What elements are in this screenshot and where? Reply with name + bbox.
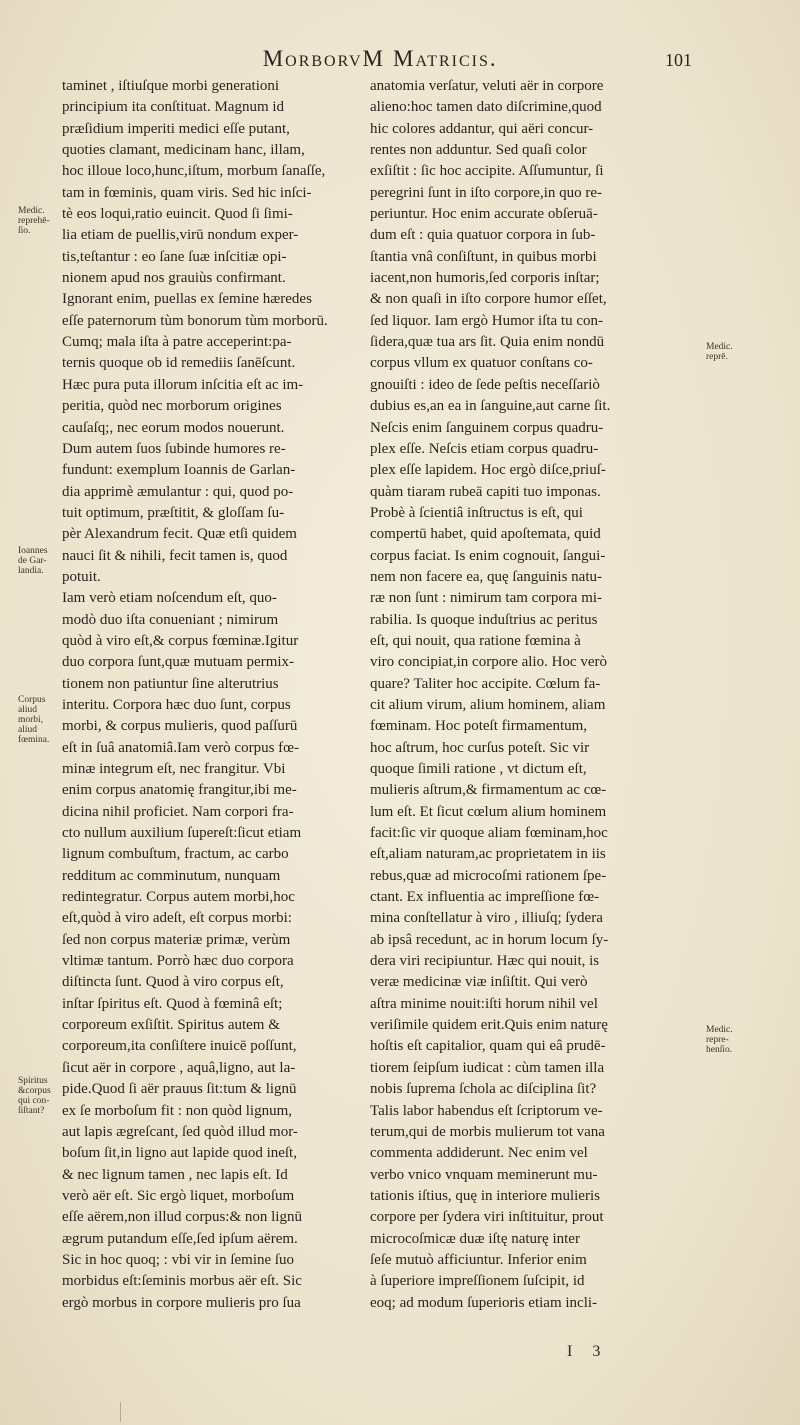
text-line: pèr Alexandrum fecit. Quæ etſi quidem — [62, 526, 297, 543]
text-line: cto nullum auxilium ſupereſt:ſicut etiam — [62, 825, 302, 842]
text-line: fœminam. Hoc poteſt firmamentum, — [370, 718, 588, 735]
text-line: diſtincta ſunt. Quod à viro corpus eſt, — [62, 974, 284, 991]
text-line: pide.Quod ſi aër prauus ſit:tum & lignū — [62, 1081, 297, 1098]
margin-note-corpus: Corpus aliud morbi, aliud fœmina. — [18, 695, 50, 745]
text-line: aut lapis ægreſcant, ſed quòd illud mor- — [62, 1123, 298, 1140]
text-line: morbidus eſt:ſeminis morbus aër eſt. Sic — [62, 1273, 302, 1290]
text-line: dia apprimè æmulantur : qui, quod po- — [62, 483, 294, 500]
text-line: hoc aſtrum, hoc curſus poteſt. Sic vir — [370, 739, 590, 756]
text-line: dum eſt : quia quatuor corpora in ſub- — [370, 227, 596, 244]
margin-note-medic-right-1: Medic. reprē. — [706, 342, 733, 362]
text-line: quoties clamant, medicinam hanc, illam, — [62, 142, 305, 159]
text-line: quòd à viro eſt,& corpus fœminæ.Igitur — [62, 632, 299, 649]
text-line: eoq; ad modum ſuperioris etiam incli- — [370, 1294, 598, 1311]
paper-crease — [120, 1402, 129, 1422]
text-line: ræ non ſunt : nimirum tam corpora mi- — [370, 590, 603, 607]
text-line: nem non facere ea, quę ſanguinis natu- — [370, 568, 602, 585]
text-line: corporeum,ita conſiſtere inuicē poſſunt, — [62, 1038, 297, 1055]
text-line: redditum ac comminutum, nunquam — [62, 867, 281, 884]
margin-note-spiritus: Spiritus &corpus qui con- ſiſtant? — [18, 1076, 51, 1116]
text-line: compertū habet, quid apoſtemata, quid — [370, 526, 601, 543]
text-line: tis,teſtantur : eo ſane ſuæ inſcitiæ opi- — [62, 248, 287, 265]
text-line: Sic in hoc quoq; : vbi vir in ſemine ſuo — [62, 1251, 295, 1268]
text-line: eſt in ſuâ anatomiâ.Iam verò corpus fœ- — [62, 739, 299, 756]
text-line: viro concipiat,in corpore alio. Hoc verò — [370, 654, 607, 671]
running-head-right: Matricis. — [393, 46, 498, 71]
text-line: taminet , iſtiuſque morbi generationi — [62, 78, 280, 94]
text-line: tationis iſtius, quę in interiore mulieris — [370, 1187, 600, 1204]
text-line: boſum ſit,in ligno aut lapide quod ineſt, — [62, 1145, 297, 1162]
text-line: Hæc pura puta illorum inſcitia eſt ac im- — [62, 376, 304, 393]
text-line: ſed liquor. Iam ergò Humor iſta tu con- — [370, 312, 604, 329]
text-line: eſſe aërem,non illud corpus:& non lignū — [62, 1209, 302, 1226]
text-line: lum eſt. Et ſicut cœlum alium hominem — [370, 803, 607, 820]
text-line: lignum combuſtum, fractum, ac carbo — [62, 846, 289, 863]
text-line: quare? Taliter hoc accipite. Cœlum fa- — [370, 675, 601, 692]
text-line: tionem non patiuntur ſine alterutrius — [62, 675, 279, 692]
text-line: ternis quoque ob id remediis ſanēſcunt. — [62, 355, 296, 372]
text-line: nauci ſit & nihili, fecit tamen is, quod — [62, 547, 288, 564]
text-line: ergò morbus in corpore mulieris pro ſua — [62, 1294, 301, 1311]
text-line: corporeum exſiſtit. Spiritus autem & — [62, 1017, 280, 1034]
right-column — [370, 76, 700, 1314]
running-head-left: MorborvM — [262, 46, 385, 71]
text-line: quàm tiaram rubeā capiti tuo imponas. — [370, 483, 601, 500]
text-line: terum,qui de morbis mulierum tot vana — [370, 1123, 605, 1140]
text-line: veræ medicinæ viæ inſiſtit. Qui verò — [370, 974, 588, 991]
margin-note-medic-reprehensio: Medic. reprehē- ſio. — [18, 206, 50, 236]
text-line: rabilia. Is quoque induſtrius ac peritus — [370, 611, 598, 628]
text-line: eſſe paternorum tùm bonorum tùm morborū. — [62, 312, 328, 329]
text-line: ſidera,quæ tua ars ſit. Quia enim nondū — [370, 334, 605, 351]
text-line: redintegratur. Corpus autem morbi,hoc — [62, 889, 295, 906]
text-line: potuit. — [62, 568, 101, 585]
text-line: corpore per ſydera viri inſtituitur, prout — [370, 1209, 604, 1226]
text-line: Neſcis enim ſanguinem corpus quadru- — [370, 419, 604, 436]
text-line: Ignorant enim, puellas ex ſemine hæredes — [62, 291, 312, 308]
text-line: facit:ſic vir quoque aliam fœminam,hoc — [370, 825, 608, 842]
text-line: enim corpus anatomię frangitur,ibi me- — [62, 782, 297, 799]
text-line: rebus,quæ ad microcoſmi rationem ſpe- — [370, 867, 607, 884]
text-line: nionem apud nos grauiùs confirmant. — [62, 270, 286, 287]
text-line: alieno:hoc tamen dato diſcrimine,quod — [370, 99, 602, 116]
text-line: Talis labor habendus eſt ſcriptorum ve- — [370, 1102, 603, 1119]
text-line: hoc illoue loco,hunc,iſtum, morbum ſanaſſe, — [62, 163, 326, 180]
text-line: Dum autem ſuos ſubinde humores re- — [62, 440, 286, 457]
text-line: quoque ſimili ratione , vt dictum eſt, — [370, 761, 587, 777]
text-line: ſtantia vnâ conſiſtunt, in quibus morbi — [370, 248, 597, 265]
text-line: Iam verò etiam noſcendum eſt, quo- — [62, 590, 277, 607]
text-line: verbo vnico vnquam meminerunt mu- — [370, 1166, 598, 1183]
text-line: plex eſſe lapidem. Hoc ergò diſce,priuſ- — [370, 462, 606, 479]
text-line: dicina nihil proficiet. Nam corpori fra- — [62, 803, 294, 820]
text-line: plex eſſe. Neſcis etiam corpus quadru- — [370, 440, 599, 457]
text-line: tuit optimum, præſtitit, & gloſſam ſu- — [62, 504, 285, 521]
text-line: cit alium virum, alium hominem, aliam — [370, 696, 606, 713]
text-line: peregrini ſunt in iſto corpore,in quo re- — [370, 184, 603, 201]
text-line: corpus vllum ex quatuor conſtans co- — [370, 355, 593, 372]
page-number: 101 — [665, 50, 692, 70]
text-line: gnouiſti : ideo de ſede peſtis neceſſariò — [370, 376, 600, 393]
text-line: tam in fœminis, quam viris. Sed hic inſci- — [62, 184, 312, 201]
text-line: ſicut aër in corpore , aquâ,ligno, aut la- — [62, 1059, 296, 1076]
text-line: inſtar ſpiritus eſt. Quod à fœminâ eſt; — [62, 995, 283, 1012]
text-line: Probè à ſcientiâ inſtructus is eſt, qui — [370, 504, 583, 521]
left-column — [62, 76, 392, 1314]
text-line: duo corpora ſunt,quæ mutuam permix- — [62, 654, 295, 671]
text-line: iacent,non humoris,ſed corporis inſtar; — [370, 270, 600, 287]
text-line: ab ipsâ recedunt, ac in horum locum ſy- — [370, 931, 609, 948]
text-line: & non quaſi in iſto corpore humor eſſet, — [370, 291, 607, 308]
text-line: periuntur. Hoc enim accurate obſeruā- — [370, 206, 598, 223]
text-line: minæ integrum eſt, nec frangitur. Vbi — [62, 761, 286, 777]
text-line: interitu. Corpora hæc duo ſunt, corpus — [62, 696, 291, 713]
margin-note-medic-right-2: Medic. repre- henſio. — [706, 1025, 733, 1055]
text-line: & nec lignum tamen , nec lapis eſt. Id — [62, 1166, 288, 1183]
text-line: corpus faciat. Is enim cognouit, ſangui- — [370, 547, 606, 564]
text-line: anatomia verſatur, veluti aër in corpore — [370, 78, 604, 94]
text-line: ctant. Ex influentia ac impreſſione fœ- — [370, 889, 600, 906]
text-line: microcoſmicæ duæ iſtę naturę inter — [370, 1230, 580, 1247]
text-line: morbi, & corpus mulieris, quod paſſurū — [62, 718, 298, 735]
text-line: dubius es,an ea in ſanguine,aut carne ſit. — [370, 398, 611, 415]
text-line: vltimæ tantum. Porrò hæc duo corpora — [62, 953, 294, 970]
text-line: mulieris aſtrum,& firmamentum ac cœ- — [370, 782, 607, 799]
text-line: lia etiam de puellis,virū nondum exper- — [62, 227, 299, 244]
text-line: à ſuperiore impreſſionem ſuſcipit, id — [370, 1273, 585, 1290]
text-line: peritia, quòd nec morborum origines — [62, 398, 282, 415]
text-line: tè eos loqui,ratio euincit. Quod ſi ſimi- — [62, 206, 293, 223]
text-line: hic colores addantur, qui aëri concur- — [370, 120, 594, 137]
signature-mark: I 3 — [567, 1343, 609, 1360]
text-line: commenta addiderunt. Nec enim vel — [370, 1145, 588, 1162]
text-line: veriſimile quidem erit.Quis enim naturę — [370, 1017, 608, 1034]
text-line: mina conſtellatur à viro , illiuſq; ſydera — [370, 910, 603, 927]
text-line: eſt,quòd à viro adeſt, eſt corpus morbi: — [62, 910, 292, 927]
text-line: fundunt: exemplum Ioannis de Garlan- — [62, 462, 296, 479]
text-line: præſidium imperiti medici eſſe putant, — [62, 120, 290, 137]
text-line: cauſaſq;, nec eorum modos nouerunt. — [62, 419, 285, 436]
text-line: ægrum putandum eſſe,ſed ipſum aërem. — [62, 1230, 298, 1247]
text-line: exſiſtit : ſic hoc accipite. Aſſumuntur, ſi — [370, 163, 604, 180]
margin-note-ioannes: Ioannes de Gar- landia. — [18, 546, 48, 576]
text-line: nobis ſuprema ſchola ac diſciplina ſit? — [370, 1081, 597, 1098]
text-line: aſtra minime nouit:iſti horum nihil vel — [370, 995, 598, 1012]
text-line: verò aër eſt. Sic ergò liquet, morboſum — [62, 1187, 295, 1204]
text-line: eſt, qui nouit, qua ratione fœmina à — [370, 632, 581, 649]
text-line: ex ſe morboſum fit : non quòd lignum, — [62, 1102, 292, 1119]
text-line: rentes non adduntur. Sed quaſi color — [370, 142, 587, 159]
running-head — [0, 46, 800, 80]
text-line: Cumq; mala iſta à patre acceperint:pa- — [62, 334, 292, 351]
text-line: tiorem ſeipſum iudicat : cùm tamen illa — [370, 1059, 605, 1076]
text-line: eſt,aliam naturam,ac proprietatem in iis — [370, 846, 606, 863]
text-line: modò duo iſta conueniant ; nimirum — [62, 611, 279, 628]
text-line: ſed non corpus materiæ primæ, verùm — [62, 931, 291, 948]
text-line: dera viri recipiuntur. Hæc qui nouit, is — [370, 953, 600, 970]
text-line: ſeſe mutuò afficiuntur. Inferior enim — [370, 1251, 587, 1268]
text-line: principium ita conſtituat. Magnum id — [62, 99, 285, 116]
text-line: hoſtis eſt capitalior, quam qui eâ prudē- — [370, 1038, 606, 1055]
